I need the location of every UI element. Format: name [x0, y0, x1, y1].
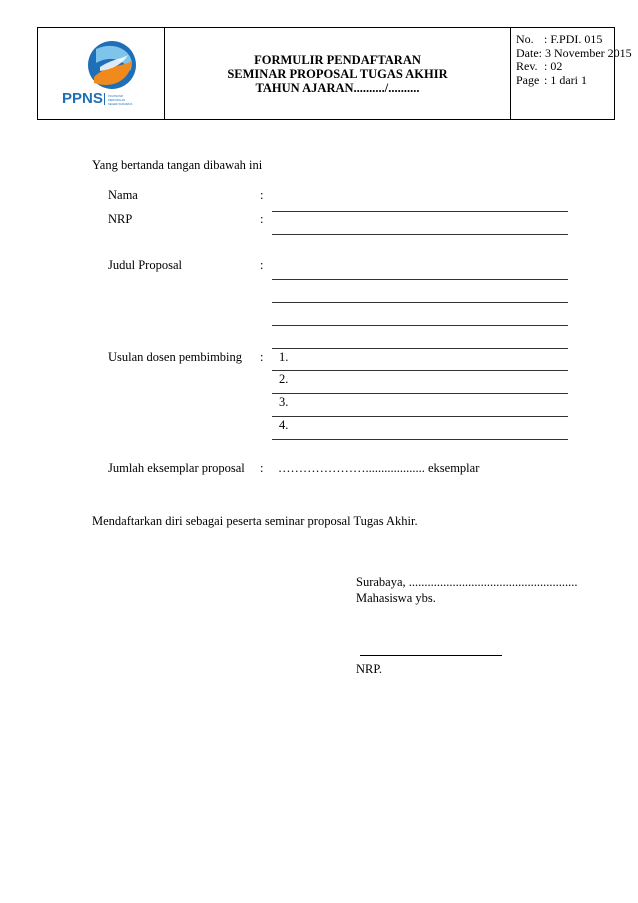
- title-cell: [165, 28, 511, 119]
- judul-input-line-1[interactable]: [272, 279, 568, 280]
- nrp-label: NRP: [108, 212, 133, 226]
- nrp-input-line[interactable]: [272, 234, 568, 235]
- dosen-input-line-3[interactable]: [272, 416, 568, 417]
- usulan-label: Usulan dosen pembimbing: [108, 350, 243, 364]
- place-date[interactable]: Surabaya, ......................................................: [356, 575, 578, 589]
- dosen-number-4: 4.: [279, 418, 289, 432]
- statement-text: Mendaftarkan diri sebagai peserta seminar proposal Tugas Akhir.: [92, 514, 418, 528]
- logo-subtext-2: PERKAPALAN: [108, 99, 126, 102]
- meta-date-value: : 3 November 2015: [538, 45, 632, 60]
- dosen-input-line-4[interactable]: [272, 439, 568, 440]
- ppns-logo: [60, 37, 150, 115]
- meta-no: [516, 33, 614, 47]
- meta-page-key: Page: [516, 72, 540, 87]
- logo-text: PPNS: [62, 90, 103, 107]
- jumlah-label: Jumlah eksemplar proposal: [108, 461, 245, 475]
- judul-input-line-4[interactable]: [272, 348, 568, 349]
- meta-date-key: Date: [516, 45, 539, 60]
- intro-text: Yang bertanda tangan dibawah ini: [92, 158, 263, 172]
- meta-no-key: No.: [516, 32, 534, 46]
- meta-page: [516, 74, 614, 88]
- title-line-2: SEMINAR PROPOSAL TUGAS AKHIR: [227, 66, 448, 81]
- logo-divider: [104, 93, 105, 105]
- judul-colon: :: [260, 258, 264, 272]
- meta-rev-key: Rev.: [516, 59, 538, 73]
- nama-input-line[interactable]: [272, 211, 568, 212]
- judul-input-line-3[interactable]: [272, 325, 568, 326]
- meta-date: [516, 45, 632, 61]
- signature-nrp-label: NRP.: [356, 662, 383, 676]
- logo-cell: [38, 28, 165, 119]
- nama-colon: :: [260, 188, 264, 202]
- usulan-colon: :: [260, 350, 264, 364]
- jumlah-value[interactable]: …………………................... eksemplar: [278, 461, 480, 475]
- dosen-input-line-2[interactable]: [272, 393, 568, 394]
- dosen-number-1: 1.: [279, 350, 289, 364]
- dosen-number-3: 3.: [279, 395, 289, 409]
- meta-page-value: : 1 dari 1: [544, 72, 587, 87]
- meta-rev: [516, 60, 614, 74]
- meta-rev-value: : 02: [544, 59, 563, 73]
- dosen-number-2: 2.: [279, 372, 289, 386]
- document-header: [37, 27, 632, 120]
- meta-no-value: : F.PDI. 015: [544, 32, 603, 46]
- signer-role: Mahasiswa ybs.: [356, 591, 436, 605]
- signature-line[interactable]: [360, 655, 502, 656]
- meta-cell: [511, 28, 632, 119]
- judul-label: Judul Proposal: [108, 258, 182, 272]
- nama-label: Nama: [108, 188, 138, 202]
- logo-subtext: POLITEKNIK: [108, 95, 124, 98]
- title-line-1: FORMULIR PENDAFTARAN: [254, 52, 421, 67]
- title-line-3: TAHUN AJARAN........../..........: [255, 80, 420, 95]
- nrp-colon: :: [260, 212, 264, 226]
- dosen-input-line-1[interactable]: [272, 370, 568, 371]
- logo-subtext-3: NEGERI SURABAYA: [108, 103, 133, 106]
- judul-input-line-2[interactable]: [272, 302, 568, 303]
- jumlah-colon: :: [260, 461, 264, 475]
